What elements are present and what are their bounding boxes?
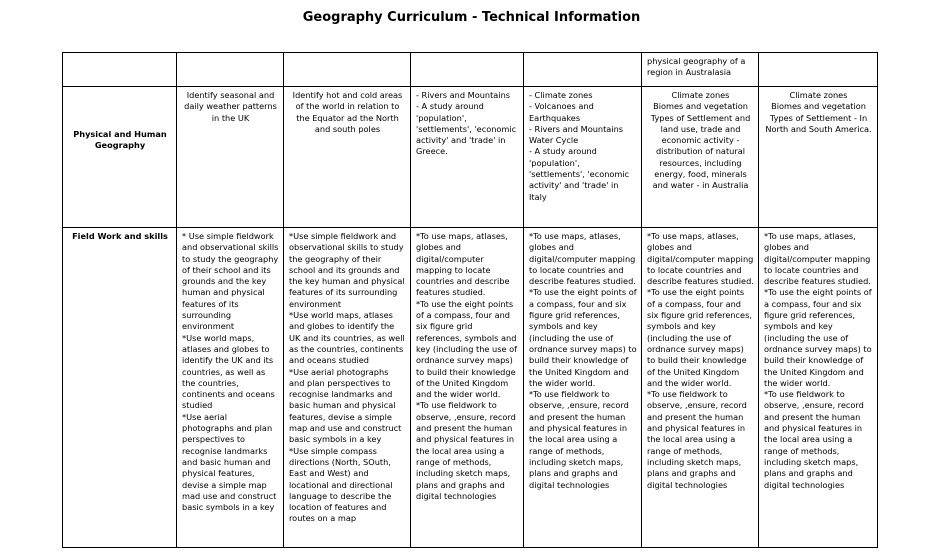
table-row bbox=[63, 87, 878, 228]
table-cell bbox=[524, 53, 642, 87]
table-cell: Identify seasonal and daily weather patterns in the UK bbox=[177, 87, 284, 228]
table-cell: *To use maps, atlases, globes and digital/computer mapping to locate countries and describe features studied. *To use the eight points of a compass, four and six figure grid references, symbols and key (including the use of ordnance survey maps) to build their knowledge of the United Kingdom and the wider world. *To use fieldwork to observe, ,ensure, record and present the human and physical features in the local area using a range of methods, including sketch maps, plans and graphs and digital technologies bbox=[524, 228, 642, 548]
table-cell: *To use maps, atlases, globes and digital/computer mapping to locate countries and describe features studied. *To use the eight points of a compass, four and six figure grid references, symbols and key (including the use of ordnance survey maps) to build their knowledge of the United Kingdom and the wider world. *To use fieldwork to observe, ,ensure, record and present the human and physical features in the local area using a range of methods, including sketch maps, plans and graphs and digital technologies bbox=[411, 228, 524, 548]
table-cell bbox=[284, 53, 411, 87]
table-cell: Climate zones Biomes and vegetation Types of Settlement - In North and South America. bbox=[759, 87, 878, 228]
table-cell: physical geography of a region in Australasia bbox=[642, 53, 759, 87]
table-row bbox=[63, 228, 878, 548]
page-title: Geography Curriculum - Technical Information bbox=[302, 10, 641, 25]
row-heading: Field Work and skills bbox=[63, 228, 177, 548]
curriculum-table bbox=[62, 52, 878, 548]
table-cell: *To use maps, atlases, globes and digital/computer mapping to locate countries and describe features studied. *To use the eight points of a compass, four and six figure grid references, symbols and key (including the use of ordnance survey maps) to build their knowledge of the United Kingdom and the wider world. *To use fieldwork to observe, ,ensure, record and present the human and physical features in the local area using a range of methods, including sketch maps, plans and graphs and digital technologies bbox=[759, 228, 878, 548]
table-cell: - Climate zones - Volcanoes and Earthquakes - Rivers and Mountains Water Cycle - A study around 'population', 'settlements', 'economic activity' and 'trade' in Italy bbox=[524, 87, 642, 228]
table-cell bbox=[63, 53, 177, 87]
row-heading: Physical and Human Geography bbox=[63, 87, 177, 228]
table-cell bbox=[177, 53, 284, 87]
table-cell: *Use simple fieldwork and observational skills to study the geography of their school and its grounds and the key human and physical features of its surrounding environment *Use world maps, atlases and globes to identify the UK and its countries, as well as the countries, continents and oceans studied *Use aerial photographs and plan perspectives to recognise landmarks and basic human and physical features, devise a simple map and use and construct basic symbols in a key *Use simple compass directions (North, SOuth, East and West) and locational and directional language to describe the location of features and routes on a map bbox=[284, 228, 411, 548]
table-cell: - Rivers and Mountains - A study around 'population', 'settlements', 'economic activity' and 'trade' in Greece. bbox=[411, 87, 524, 228]
table-cell: * Use simple fieldwork and observational skills to study the geography of their school and its grounds and the key human and physical features of its surrounding environment *Use world maps, atlases and globes to identify the UK and its countries, as well as the countries, continents and oceans studied *Use aerial photographs and plan perspectives to recognise landmarks and basic human and physical features, devise a simple map mad use and construct basic symbols in a key bbox=[177, 228, 284, 548]
table-cell: Identify hot and cold areas of the world in relation to the Equator ad the North and south poles bbox=[284, 87, 411, 228]
table-row bbox=[63, 53, 878, 87]
table-cell bbox=[759, 53, 878, 87]
table-cell: *To use maps, atlases, globes and digital/computer mapping to locate countries and describe features studied. *To use the eight points of a compass, four and six figure grid references, symbols and key (including the use of ordnance survey maps) to build their knowledge of the United Kingdom and the wider world. *To use fieldwork to observe, ,ensure, record and present the human and physical features in the local area using a range of methods, including sketch maps, plans and graphs and digital technologies bbox=[642, 228, 759, 548]
table-cell bbox=[411, 53, 524, 87]
table-cell: Climate zones Biomes and vegetation Types of Settlement and land use, trade and economic activity - distribution of natural resources, including energy, food, minerals and water - in Australia bbox=[642, 87, 759, 228]
